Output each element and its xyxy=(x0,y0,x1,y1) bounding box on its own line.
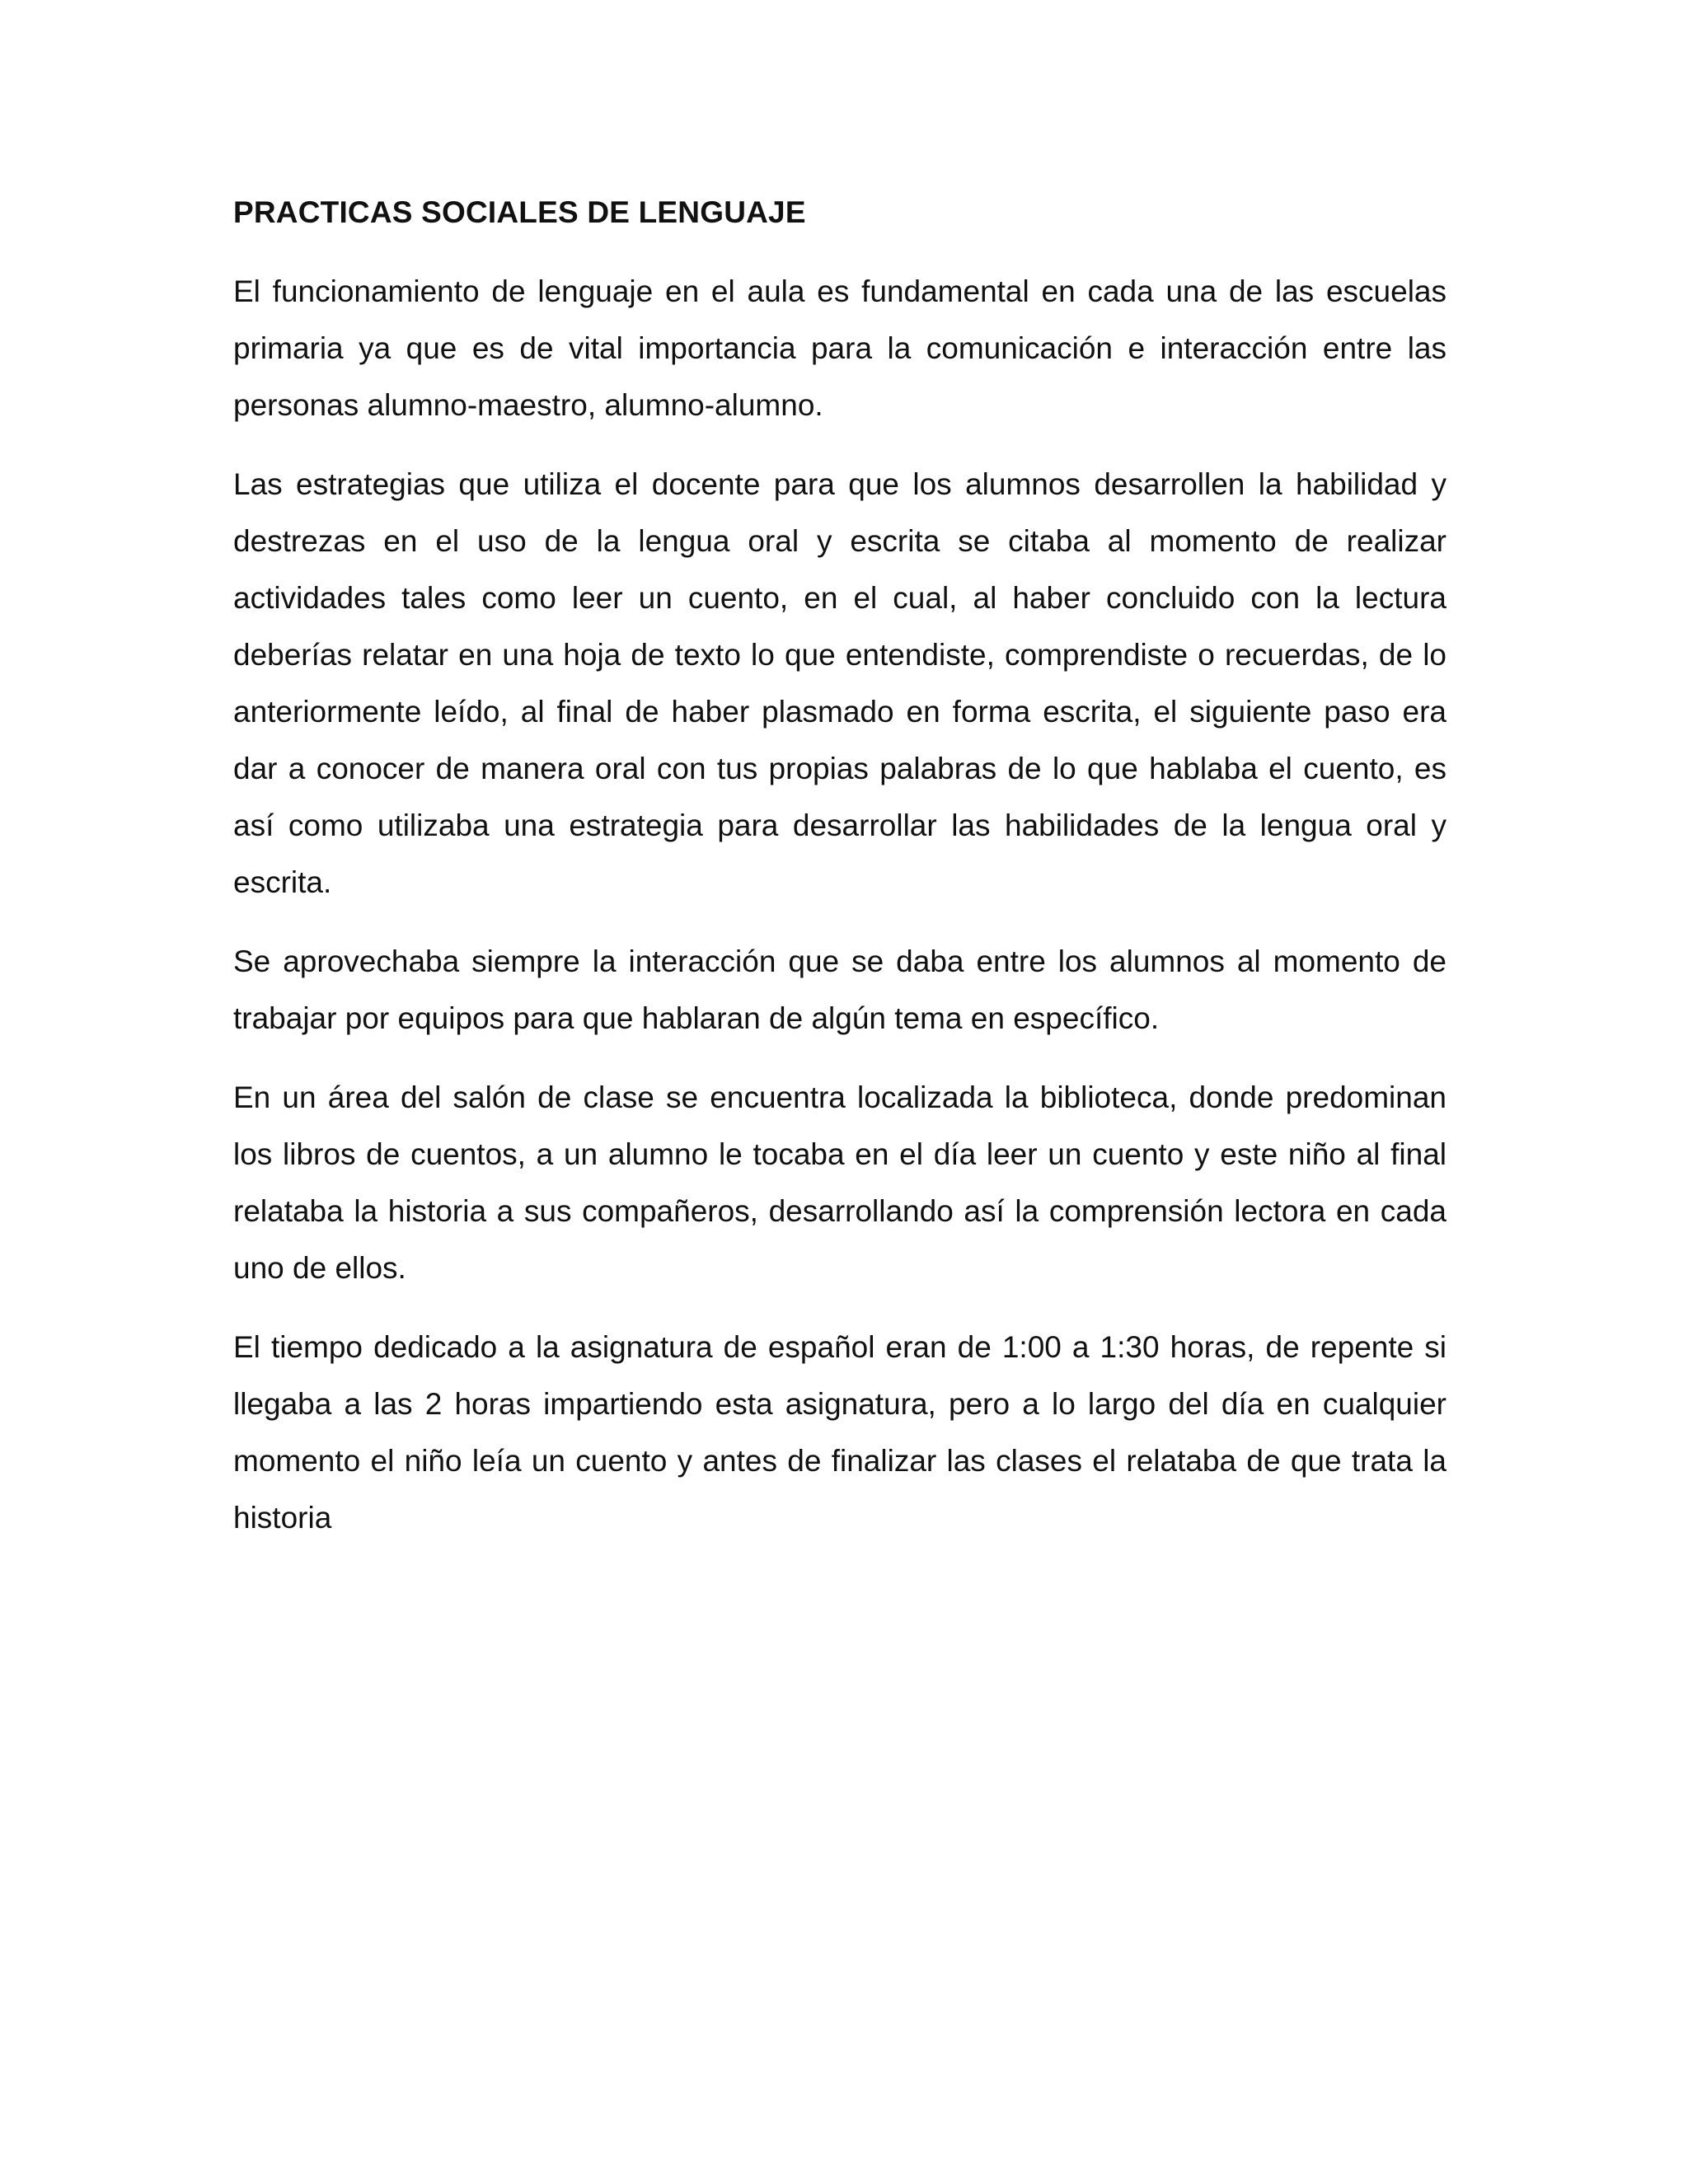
paragraph-3: Se aprovechaba siempre la interacción que se daba entre los alumnos al momento de trabajar por equipos para que hablaran de algún tema en específico. xyxy=(233,944,1447,1035)
paragraph-5: El tiempo dedicado a la asignatura de español eran de 1:00 a 1:30 horas, de repente si llegaba a las 2 horas impartiendo esta asignatura, pero a lo largo del día en cualquier momento el niño leía un cuento y antes de finalizar las clases el relataba de que trata la historia xyxy=(233,1330,1447,1535)
document-title: PRACTICAS SOCIALES DE LENGUAJE xyxy=(233,195,806,229)
paragraph-4: En un área del salón de clase se encuentra localizada la biblioteca, donde predominan los libros de cuentos, a un alumno le tocaba en el día leer un cuento y este niño al final relataba la historia a sus compañeros, desarrollando así la comprensión lectora en cada uno de ellos. xyxy=(233,1080,1447,1285)
paragraph-1: El funcionamiento de lenguaje en el aula es fundamental en cada una de las escuelas primaria ya que es de vital importancia para la comunicación e interacción entre las personas alumno-maestro, alumno-alumno. xyxy=(233,274,1447,422)
document-body xyxy=(233,192,1447,1568)
paragraph-2: Las estrategias que utiliza el docente para que los alumnos desarrollen la habilidad y destrezas en el uso de la lengua oral y escrita se citaba al momento de realizar actividades tales como leer un cuento, en el cual, al haber concluido con la lectura deberías relatar en una hoja de texto lo que entendiste, comprendiste o recuerdas, de lo anteriormente leído, al final de haber plasmado en forma escrita, el siguiente paso era dar a conocer de manera oral con tus propias palabras de lo que hablaba el cuento, es así como utilizaba una estrategia para desarrollar las habilidades de la lengua oral y escrita. xyxy=(233,467,1447,899)
